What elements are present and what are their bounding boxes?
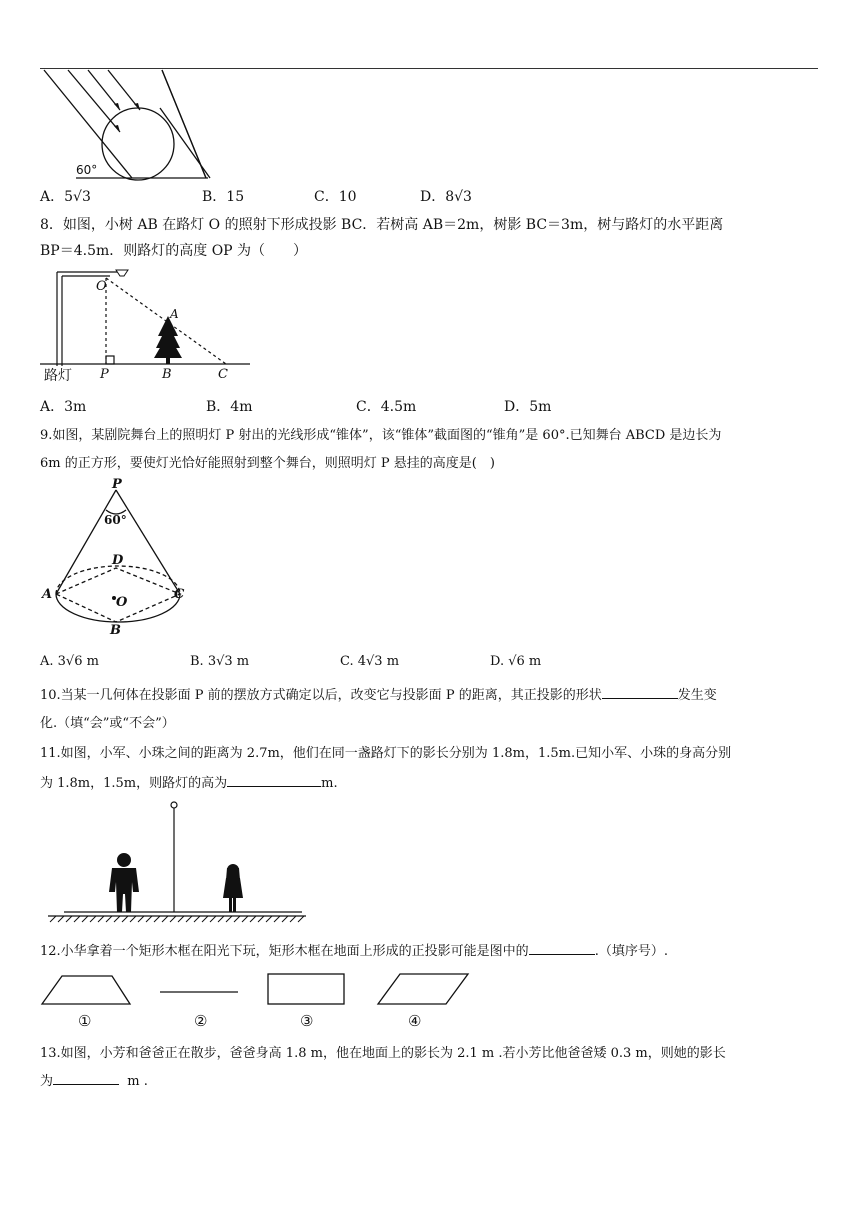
q9-label-O: O	[116, 595, 128, 610]
q11-figure	[44, 798, 314, 928]
q7-option-b: B．15	[202, 189, 245, 205]
q9-label-A: A	[42, 587, 53, 602]
q7-figure	[40, 62, 240, 182]
q8-option-a: A．3m	[40, 399, 87, 415]
q13-text-a: 为	[40, 1074, 54, 1089]
q8-option-b: B．4m	[206, 399, 253, 415]
q7-option-c: C．10	[314, 189, 357, 205]
q9-label-P: P	[112, 477, 122, 492]
q9-label-C: C	[174, 587, 185, 602]
q8-label-P: P	[100, 367, 109, 382]
q11-boy-figure	[109, 853, 139, 912]
q12-label-4: ④	[408, 1012, 422, 1030]
q12-shape-rectangle	[268, 974, 344, 1004]
q9-label-angle: 60°	[104, 513, 127, 527]
q9-label-D: D	[112, 553, 124, 568]
q8-figure	[40, 266, 260, 386]
q11-answer-blank[interactable]	[227, 772, 321, 787]
q9-option-a: A. 3√6 m	[40, 654, 99, 669]
q9-stem-line1: 9.如图，某剧院舞台上的照明灯 P 射出的光线形成“锥体”，该“锥体”截面图的“锥角”是 60°.已知舞台 ABCD 是边长为	[40, 428, 722, 443]
q13-text-b: m .	[127, 1074, 148, 1089]
q12-shapes-figure	[40, 970, 480, 1030]
q9-option-d: D. √6 m	[490, 654, 542, 669]
q13-answer-blank[interactable]	[53, 1070, 119, 1085]
q12-label-2: ②	[194, 1012, 208, 1030]
q10-answer-blank[interactable]	[602, 684, 678, 699]
q10-stem-line2: 化.（填“会”或“不会”）	[40, 716, 175, 731]
q11-girl-figure	[223, 864, 243, 912]
q11-text-a: 为 1.8m，1.5m，则路灯的高为	[40, 776, 228, 791]
q12-stem	[40, 940, 668, 959]
q12-shape-trapezoid	[42, 976, 130, 1004]
q8-option-c: C．4.5m	[356, 399, 417, 415]
q11-stem-line1: 11.如图，小军、小珠之间的距离为 2.7m，他们在同一盏路灯下的影长分别为 1.8m，1.5m.已知小军、小珠的身高分别	[40, 746, 732, 761]
q8-label-lamp: 路灯	[44, 368, 72, 384]
q12-label-1: ①	[78, 1012, 92, 1030]
q11-stem-line2	[40, 772, 338, 791]
q9-figure	[40, 476, 200, 636]
q9-option-c: C. 4√3 m	[340, 654, 400, 669]
q7-angle-label: 60°	[76, 163, 98, 177]
q8-stem-line1: 8．如图，小树 AB 在路灯 O 的照射下形成投影 BC．若树高 AB＝2m，树影 BC＝3m，树与路灯的水平距离	[40, 217, 724, 233]
q12-text-b: .（填序号）.	[594, 944, 668, 959]
q10-stem-line1	[40, 684, 717, 703]
q10-text-a: 10.当某一几何体在投影面 P 前的摆放方式确定以后，改变它与投影面 P 的距离，其正投影的形状	[40, 688, 602, 703]
q8-stem-line2: BP＝4.5m．则路灯的高度 OP 为（ ）	[40, 243, 308, 259]
q10-text-b: 发生变	[677, 688, 717, 703]
q9-stem-line2: 6m 的正方形，要使灯光恰好能照射到整个舞台，则照明灯 P 悬挂的高度是( )	[40, 456, 495, 471]
q9-option-b: B. 3√3 m	[190, 654, 250, 669]
q8-label-B: B	[162, 367, 172, 382]
q7-option-d: D．8√3	[420, 189, 472, 205]
q12-label-3: ③	[300, 1012, 314, 1030]
q12-answer-blank[interactable]	[529, 940, 595, 955]
q13-stem-line2	[40, 1070, 148, 1089]
q12-shape-parallelogram	[378, 974, 468, 1004]
q11-text-b: m.	[321, 776, 338, 791]
q8-label-O: O	[96, 279, 107, 294]
q8-option-d: D．5m	[504, 399, 552, 415]
q7-option-a: A．5√3	[40, 189, 91, 205]
q12-text-a: 12.小华拿着一个矩形木框在阳光下玩，矩形木框在地面上形成的正投影可能是图中的	[40, 944, 529, 959]
q13-stem-line1: 13.如图，小芳和爸爸正在散步，爸爸身高 1.8 m，他在地面上的影长为 2.1 m .若小芳比他爸爸矮 0.3 m，则她的影长	[40, 1046, 726, 1061]
q8-label-A: A	[170, 307, 179, 321]
q9-label-B: B	[110, 623, 121, 638]
q8-label-C: C	[218, 367, 228, 382]
